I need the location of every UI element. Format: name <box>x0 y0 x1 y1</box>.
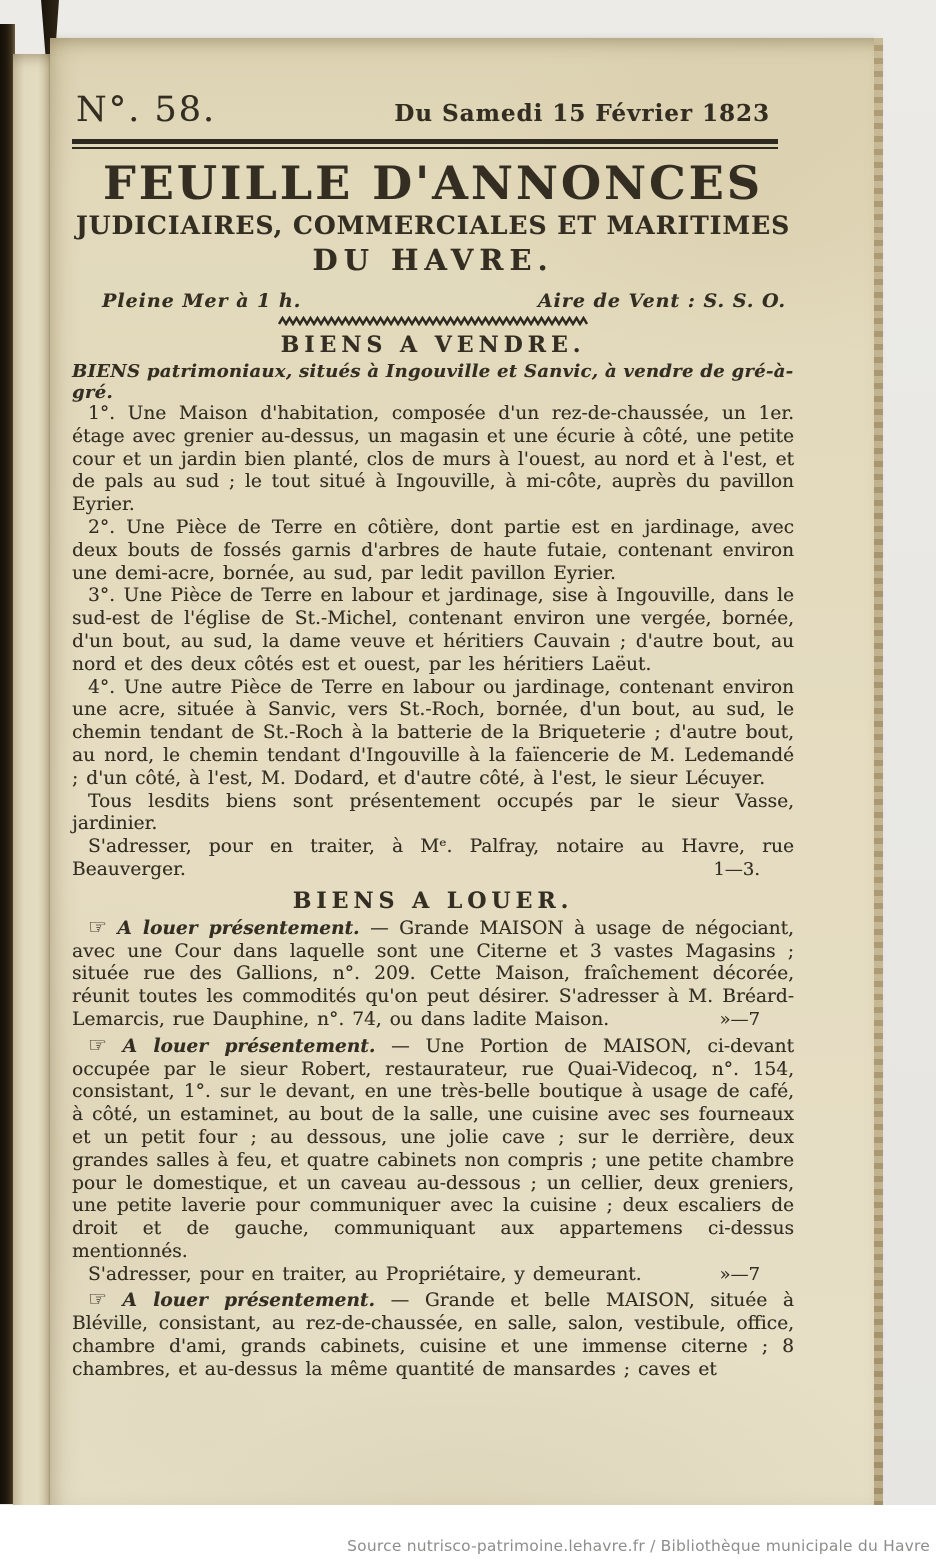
vendre-paragraph: 4°. Une autre Pièce de Terre en labour ou jardinage, contenant environ une acre, située à Sanvic, vers St.-Roch, bornée, d'un bout, au sud, le chemin tendant de St.-Roch à la batterie de la Briqueterie ; d'autre bout, au nord, le chemin tendant d'Ingouville à la faïencerie de M. Ledemandé ; d'un côté, à l'est, M. Dodard, et d'autre côté, à l'est, le sieur Lécuyer. <box>72 676 794 789</box>
page-header <box>72 38 794 130</box>
page-right-edge <box>874 38 883 1505</box>
vendre-paragraph: 1°. Une Maison d'habitation, composée d'un rez-de-chaussée, un 1er. étage avec grenier au-dessus, un magasin et une écurie à côté, une petite cour et un jardin bien planté, clos de murs à l'ouest, au nord et à l'est, et de pals au sud ; le tout situé à Ingouville, à mi-côte, auprès du pavillon Eyrier. <box>72 403 794 516</box>
page-sheet <box>50 38 876 1505</box>
issue-number: N°. 58. <box>76 90 217 130</box>
ad-lead: A louer présentement. <box>122 1035 376 1057</box>
vendre-paragraph: Tous lesdits biens sont présentement occupés par le sieur Vasse, jardinier. <box>72 790 794 835</box>
masthead-region: DU HAVRE. <box>312 243 554 277</box>
vendre-paragraph: 2°. Une Pièce de Terre en côtière, dont partie est en jardinage, avec deux bouts de fossés garnis d'arbres de haute futaie, contenant environ une demi-acre, bornée, au sud, par ledit pavillon Eyrier. <box>72 516 794 584</box>
ad-lead: A louer présentement. <box>122 1290 375 1312</box>
tide-info: Pleine Mer à 1 h. <box>102 290 302 312</box>
manicule-icon: ☞ <box>88 1287 107 1312</box>
section-heading-vendre: BIENS A VENDRE. <box>280 332 586 358</box>
section-heading-louer: BIENS A LOUER. <box>292 887 574 914</box>
info-line <box>72 290 794 312</box>
masthead-title: FEUILLE D'ANNONCES <box>103 156 763 210</box>
ad-item <box>72 1288 794 1381</box>
footer-source: Source nutrisco-patrimoine.lehavre.fr / Bibliothèque municipale du Havre <box>347 1537 930 1555</box>
squiggle-divider <box>277 316 589 326</box>
footer-bar <box>0 1505 936 1566</box>
ad-address <box>72 1264 794 1287</box>
vendre-paragraph-text: S'adresser, pour en traiter, à Mᵉ. Palfray, notaire au Havre, rue Beauverger. <box>72 836 794 880</box>
masthead-subtitle: JUDICIAIRES, COMMERCIALES ET MARITIMES <box>75 211 791 240</box>
manicule-icon: ☞ <box>88 914 107 939</box>
insertion-mark: 1—3. <box>713 858 760 880</box>
ad-lead: A louer présentement. <box>117 917 360 939</box>
ad-body: — Une Portion de MAISON, ci-devant occupée par le sieur Robert, restaurateur, rue Quai-Videcoq, n°. 154, consistant, 1°. sur le devant, en une très-belle boutique à usage de café, à côté, un estaminet, au bout de la salle, une cuisine avec ses fourneaux et un petit four ; au dessous, une jolie cave ; sur le derrière, deux grandes salles à feu, et quatre cabinets non compris ; une petite chambre pour le domestique, et un caveau au-dessous ; un cellier, deux greniers, une petite laverie pour communiquer avec la cuisine ; deux escaliers de droit et de gauche, communiquant aux appartemens ci-dessus mentionnés. <box>72 1035 794 1262</box>
date-line: Du Samedi 15 Février 1823 <box>394 100 770 127</box>
ad-body: — Grande et belle MAISON, située à Bléville, consistant, au rez-de-chaussée, en salle, salon, vestibule, office, chambre d'ami, grands cabinets, cuisine et une immense citerne ; 8 chambres, et au-dessus la même quantité de mansardes ; caves et <box>72 1290 794 1380</box>
wind-info: Aire de Vent : S. S. O. <box>537 290 786 312</box>
insertion-mark: »—7 <box>719 1263 760 1285</box>
vendre-paragraph: 3°. Une Pièce de Terre en labour et jardinage, sise à Ingouville, dans le sud-est de l'église de St.-Michel, contenant environ une vergée, bornée, d'un bout, au sud, la dame veuve et héritiers Cauvain ; d'autre bout, au nord et des deux côtés est et ouest, par les héritiers Laëut. <box>72 585 794 675</box>
page-gutter <box>13 54 53 1505</box>
double-rule-divider <box>72 139 778 149</box>
ad-item <box>72 1034 794 1264</box>
ad-item <box>72 916 794 1032</box>
ad-address-text: S'adresser, pour en traiter, au Propriétaire, y demeurant. <box>88 1263 642 1285</box>
ad-body: — Grande MAISON à usage de négociant, avec une Cour dans laquelle sont une Citerne et 3 vastes Magasins ; située rue des Gallions, n°. 209. Cette Maison, fraîchement décorée, réunit toutes les commodités qu'on peut désirer. S'adresser à M. Bréard-Lemarcis, rue Dauphine, n°. 74, ou dans ladite Maison. <box>72 917 794 1030</box>
printed-content <box>72 38 794 1382</box>
insertion-mark: »—7 <box>719 1008 760 1030</box>
vendre-paragraph <box>72 836 794 882</box>
vendre-intro: BIENS patrimoniaux, situés à Ingouville et Sanvic, à vendre de gré-à-gré. <box>72 361 794 403</box>
manicule-icon: ☞ <box>88 1032 107 1057</box>
